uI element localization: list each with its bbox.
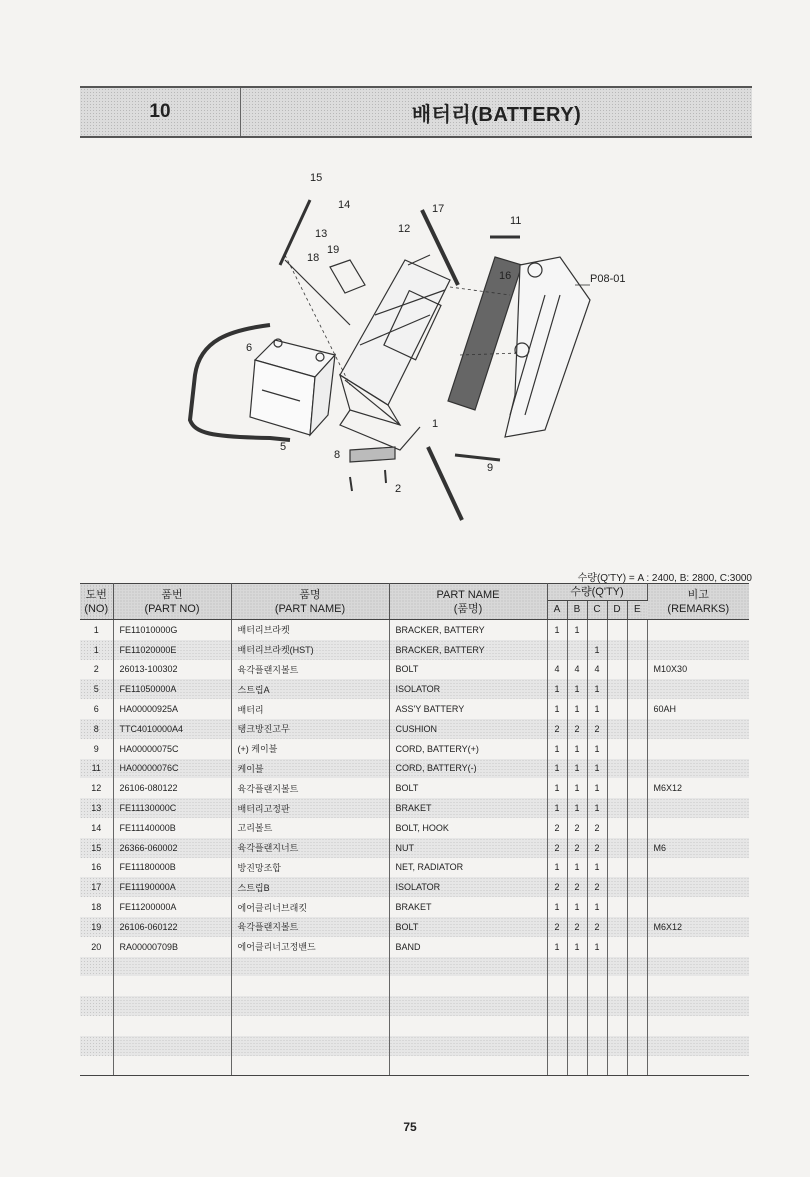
cell-name-en: BRAKET [389,798,547,818]
cell-d [607,917,627,937]
cell-no: 13 [80,798,113,818]
cell-remarks: M10X30 [653,664,688,675]
cell-remarks [647,759,749,779]
cell-e [627,976,647,996]
cell-remarks [647,640,749,660]
cell-part-no: FE11020000E [113,640,231,660]
cell-a: 2 [547,877,567,897]
cell-remarks [647,679,749,699]
cell-c: 2 [587,917,607,937]
cell-a: 1 [547,798,567,818]
cell-name-kr: 배터리 [231,699,389,719]
cell-d [607,818,627,838]
cell-no [80,1056,113,1076]
section-header [80,86,752,138]
cell-d [607,679,627,699]
cell-b: 1 [567,679,587,699]
table-row [80,937,749,957]
header-part-name-kr: 품명 (PART NAME) [231,584,389,620]
callout-label: 14 [338,199,351,211]
cell-c: 1 [587,798,607,818]
cell-e [627,798,647,818]
cell-e [627,838,647,858]
cell-a: 2 [547,917,567,937]
cell-name-en: BOLT, HOOK [389,818,547,838]
cell-part-no: 26013-100302 [113,660,231,680]
cell-c: 1 [587,739,607,759]
cell-remarks [647,739,749,759]
cell-name-kr: 고리볼트 [231,818,389,838]
cell-b: 1 [567,620,587,640]
cell-no: 8 [80,719,113,739]
cell-remarks [647,996,749,1016]
table-row [80,1016,749,1036]
table-row [80,877,749,897]
cell-a: 1 [547,937,567,957]
cell-no: 16 [80,858,113,878]
cell-name-en [389,1036,547,1056]
cell-e [627,1056,647,1076]
cell-b: 1 [567,897,587,917]
cell-no: 14 [80,818,113,838]
header-qty-a: A [547,601,567,620]
cell-remarks [647,937,749,957]
cell-remarks [647,877,749,897]
cell-d [607,838,627,858]
table-row [80,778,749,798]
callout-label: 1 [432,418,439,430]
table-row [80,1036,749,1056]
cell-b: 1 [567,798,587,818]
cell-part-no: FE11140000B [113,818,231,838]
cell-d [607,1036,627,1056]
cell-e [627,620,647,640]
table-row [80,917,749,937]
cell-c [587,1036,607,1056]
cell-no: 6 [80,699,113,719]
cell-no [80,957,113,977]
cell-part-no: FE11130000C [113,798,231,818]
cell-name-kr [231,1016,389,1036]
cell-b: 4 [567,660,587,680]
cell-name-kr [231,1056,389,1076]
cell-a: 1 [547,739,567,759]
cell-name-en [389,957,547,977]
cell-b [567,640,587,660]
cell-d [607,996,627,1016]
cable-positive-drawing [455,455,500,460]
cell-a: 2 [547,818,567,838]
cell-part-no [113,1036,231,1056]
section-number: 10 [80,88,241,136]
cell-a [547,976,567,996]
callout-label: 11 [510,215,522,227]
cell-name-en: BOLT [389,660,547,680]
cell-a: 1 [547,897,567,917]
callout-label: 13 [315,228,328,240]
callout-label: 19 [327,244,340,256]
cell-name-en: ASS'Y BATTERY [389,699,547,719]
cell-name-kr: 배터리브라켓 [231,620,389,640]
header-qty-e: E [627,601,647,620]
page-number: 75 [403,1120,417,1134]
cell-name-en: ISOLATOR [389,877,547,897]
callout-label: 2 [395,483,402,495]
battery-drawing [250,339,335,435]
cell-remarks [647,976,749,996]
table-row [80,897,749,917]
cell-b [567,976,587,996]
cell-c: 2 [587,719,607,739]
header-quantity: 수량(Q'TY) [547,584,647,601]
cell-no: 1 [80,620,113,640]
cell-name-kr [231,996,389,1016]
table-row [80,838,749,858]
cell-part-no: HA00000925A [113,699,231,719]
cell-no: 9 [80,739,113,759]
cell-part-no [113,1056,231,1076]
cell-remarks [647,858,749,878]
cell-name-en [389,996,547,1016]
cell-part-no: HA00000076C [113,759,231,779]
cell-name-en: BAND [389,937,547,957]
cushion-drawing [350,447,395,462]
exploded-parts-diagram [150,165,660,535]
cell-no [80,1036,113,1056]
cell-name-en: ISOLATOR [389,679,547,699]
cell-name-en: NET, RADIATOR [389,858,547,878]
cell-a: 2 [547,838,567,858]
header-part-no: 품번 (PART NO) [113,584,231,620]
cell-no: 20 [80,937,113,957]
cell-remarks: M6X12 [647,917,749,937]
cell-a: 4 [547,660,567,680]
cell-part-no [113,957,231,977]
cell-part-no: 26106-060122 [113,917,231,937]
cell-b: 1 [567,739,587,759]
cell-d [607,957,627,977]
cell-remarks [647,1036,749,1056]
cell-e [627,640,647,660]
cell-d [607,937,627,957]
cell-part-no: RA00000709B [113,937,231,957]
cell-part-no: FE11050000A [113,679,231,699]
cell-name-kr: 배터리고정판 [231,798,389,818]
cell-no: 1 [80,640,113,660]
cell-c: 1 [587,679,607,699]
cell-remarks [647,798,749,818]
cell-name-kr [231,957,389,977]
cell-a [547,1036,567,1056]
cell-name-en: BRACKER, BATTERY [389,640,547,660]
cell-c [587,620,607,640]
cell-c: 1 [587,640,607,660]
cell-d [607,1016,627,1036]
callout-label: 9 [487,462,494,474]
cell-a: 1 [547,679,567,699]
cell-name-en [389,1016,547,1036]
table-row [80,640,749,660]
cell-c [587,1056,607,1076]
table-row [80,739,749,759]
cell-a [547,1056,567,1076]
cell-name-en [389,1056,547,1076]
header-part-name-en: PART NAME (품명) [389,584,547,620]
cell-no: 19 [80,917,113,937]
cell-name-kr: 육각플랜지볼트 [231,778,389,798]
cell-b [567,1056,587,1076]
cell-b: 1 [567,937,587,957]
cell-c: 1 [587,759,607,779]
cell-b: 1 [567,778,587,798]
header-qty-d: D [607,601,627,620]
table-row [80,996,749,1016]
cell-e [627,699,647,719]
cell-b [567,1016,587,1036]
parts-table-body [80,620,749,1076]
cell-remarks: M6X12 [653,783,683,794]
cell-e [627,858,647,878]
cell-name-kr: 케이블 [231,759,389,779]
cell-c: 1 [587,897,607,917]
cell-a [547,996,567,1016]
cell-b [567,1036,587,1056]
parts-table [80,583,749,1076]
cell-e [627,679,647,699]
cell-e [627,1036,647,1056]
cell-d [607,739,627,759]
table-row [80,1056,749,1076]
cell-b: 2 [567,818,587,838]
cell-c: 1 [587,937,607,957]
cell-d [607,699,627,719]
section-title: 배터리(BATTERY) [411,103,582,126]
cell-part-no: FE11200000A [113,897,231,917]
bolt-drawing [350,477,352,491]
cell-no: 15 [80,838,113,858]
cell-a [547,1016,567,1036]
cell-name-en: CUSHION [389,719,547,739]
table-row [80,759,749,779]
rod-drawing [285,260,350,325]
cell-name-kr: 육각플랜지볼트 [231,917,389,937]
cell-part-no: FE11010000G [113,620,231,640]
cell-d [607,798,627,818]
cell-b: 2 [567,877,587,897]
cell-name-en: BRAKET [389,897,547,917]
cell-c: 2 [587,838,607,858]
cell-b [567,996,587,1016]
callout-label: P08-01 [590,273,626,285]
cell-name-kr: 스트립A [231,679,389,699]
callout-label: 8 [334,449,341,461]
cell-d [607,1056,627,1076]
cell-a: 1 [547,699,567,719]
cell-name-kr: 배터리브라켓(HST) [231,640,389,660]
table-row [80,798,749,818]
table-row [80,719,749,739]
cell-no: 12 [80,778,113,798]
header-no: 도번 (NO) [80,584,113,620]
cell-part-no [113,976,231,996]
cell-e [627,818,647,838]
cell-no [80,976,113,996]
cell-c: 2 [587,818,607,838]
cell-remarks [647,1016,749,1036]
cell-b: 1 [567,759,587,779]
cell-e [627,778,647,798]
cell-d [607,858,627,878]
cell-name-kr: 육각플랜지너트 [231,838,389,858]
cell-d [607,640,627,660]
cell-part-no [113,1016,231,1036]
cell-part-no: 26106-080122 [113,778,231,798]
cell-name-kr [231,1036,389,1056]
cell-name-kr: 방진망조합 [231,858,389,878]
cell-name-kr: 육각플랜지볼트 [231,660,389,680]
callout-label: 5 [280,441,287,453]
header-qty-b: B [567,601,587,620]
cell-b: 2 [567,838,587,858]
cell-d [607,976,627,996]
cell-part-no: FE11180000B [113,858,231,878]
header-qty-c: C [587,601,607,620]
header-remarks: 비고 (REMARKS) [647,584,749,620]
cell-remarks: M6 [647,838,749,858]
cell-c: 1 [587,699,607,719]
cell-c [587,957,607,977]
cell-name-kr: 에어클리너고정밴드 [231,937,389,957]
cell-c: 1 [587,778,607,798]
table-row [80,818,749,838]
cell-e [627,957,647,977]
cell-b: 1 [567,699,587,719]
cell-a: 1 [547,778,567,798]
cell-part-no: 26366-060002 [113,838,231,858]
table-row [80,976,749,996]
cell-e [627,917,647,937]
cell-e [627,660,647,680]
cell-a: 1 [547,858,567,878]
cell-e [627,759,647,779]
cell-e [627,719,647,739]
strip-b-bottom-drawing [428,447,462,520]
callout-label: 15 [310,172,323,184]
cell-c [587,996,607,1016]
cell-e [627,996,647,1016]
cell-e [627,739,647,759]
cell-b: 1 [567,858,587,878]
cell-c: 4 [587,660,607,680]
cell-no [80,1016,113,1036]
cell-a: 1 [547,759,567,779]
cell-remarks [647,897,749,917]
callout-label: 6 [246,342,253,354]
cell-part-no: HA00000075C [113,739,231,759]
cell-remarks [647,818,749,838]
table-row [80,679,749,699]
cell-d [607,660,627,680]
callout-label: 12 [398,223,411,235]
cell-remarks [647,719,749,739]
cell-a: 2 [547,719,567,739]
cell-d [607,778,627,798]
cell-part-no [113,996,231,1016]
cell-a: 1 [547,620,567,640]
cell-a [547,957,567,977]
cell-c [587,976,607,996]
cell-part-no: FE11190000A [113,877,231,897]
cell-part-no: TTC4010000A4 [113,719,231,739]
cell-name-en: CORD, BATTERY(+) [389,739,547,759]
cell-c: 2 [587,877,607,897]
cell-name-kr: 스트립B [231,877,389,897]
cell-name-en: NUT [389,838,547,858]
air-cleaner-bracket-drawing [330,260,365,293]
cell-no: 11 [80,759,113,779]
cell-e [627,937,647,957]
cell-b [567,957,587,977]
cell-b: 2 [567,917,587,937]
cell-d [607,897,627,917]
cell-e [627,897,647,917]
callout-label: 18 [307,252,320,264]
cell-remarks [647,620,749,640]
cell-no: 18 [80,897,113,917]
cell-no [80,996,113,1016]
cell-name-kr [231,976,389,996]
cell-name-en: BOLT [389,917,547,937]
table-row [80,699,749,719]
table-row [80,660,749,680]
cell-a [547,640,567,660]
cell-no: 2 [80,660,113,680]
cell-no: 17 [80,877,113,897]
cell-c: 1 [587,858,607,878]
cell-e [627,877,647,897]
cell-no: 5 [80,679,113,699]
cell-b: 2 [567,719,587,739]
cell-name-kr: 탱크방진고무 [231,719,389,739]
cell-c [587,1016,607,1036]
cell-remarks: 60AH [653,704,677,715]
radiator-drawing [505,257,590,437]
cell-remarks [647,957,749,977]
cell-name-en: BOLT [389,778,547,798]
cell-d [607,877,627,897]
callout-label: 17 [432,203,445,215]
cell-remarks [647,1056,749,1076]
cell-name-en [389,976,547,996]
table-row [80,620,749,640]
cell-d [607,759,627,779]
table-row [80,858,749,878]
cell-name-kr: 에어클리너브래킷 [231,897,389,917]
cell-d [607,620,627,640]
table-row [80,957,749,977]
cell-name-en: BRACKER, BATTERY [389,620,547,640]
cell-d [607,719,627,739]
cell-e [627,1016,647,1036]
cell-name-en: CORD, BATTERY(-) [389,759,547,779]
quantity-note: 수량(Q'TY) = A : 2400, B: 2800, C:3000 [577,573,752,584]
cell-name-kr: (+) 케이블 [231,739,389,759]
callout-label: 16 [499,270,512,282]
hook-bolt-drawing [280,200,310,265]
